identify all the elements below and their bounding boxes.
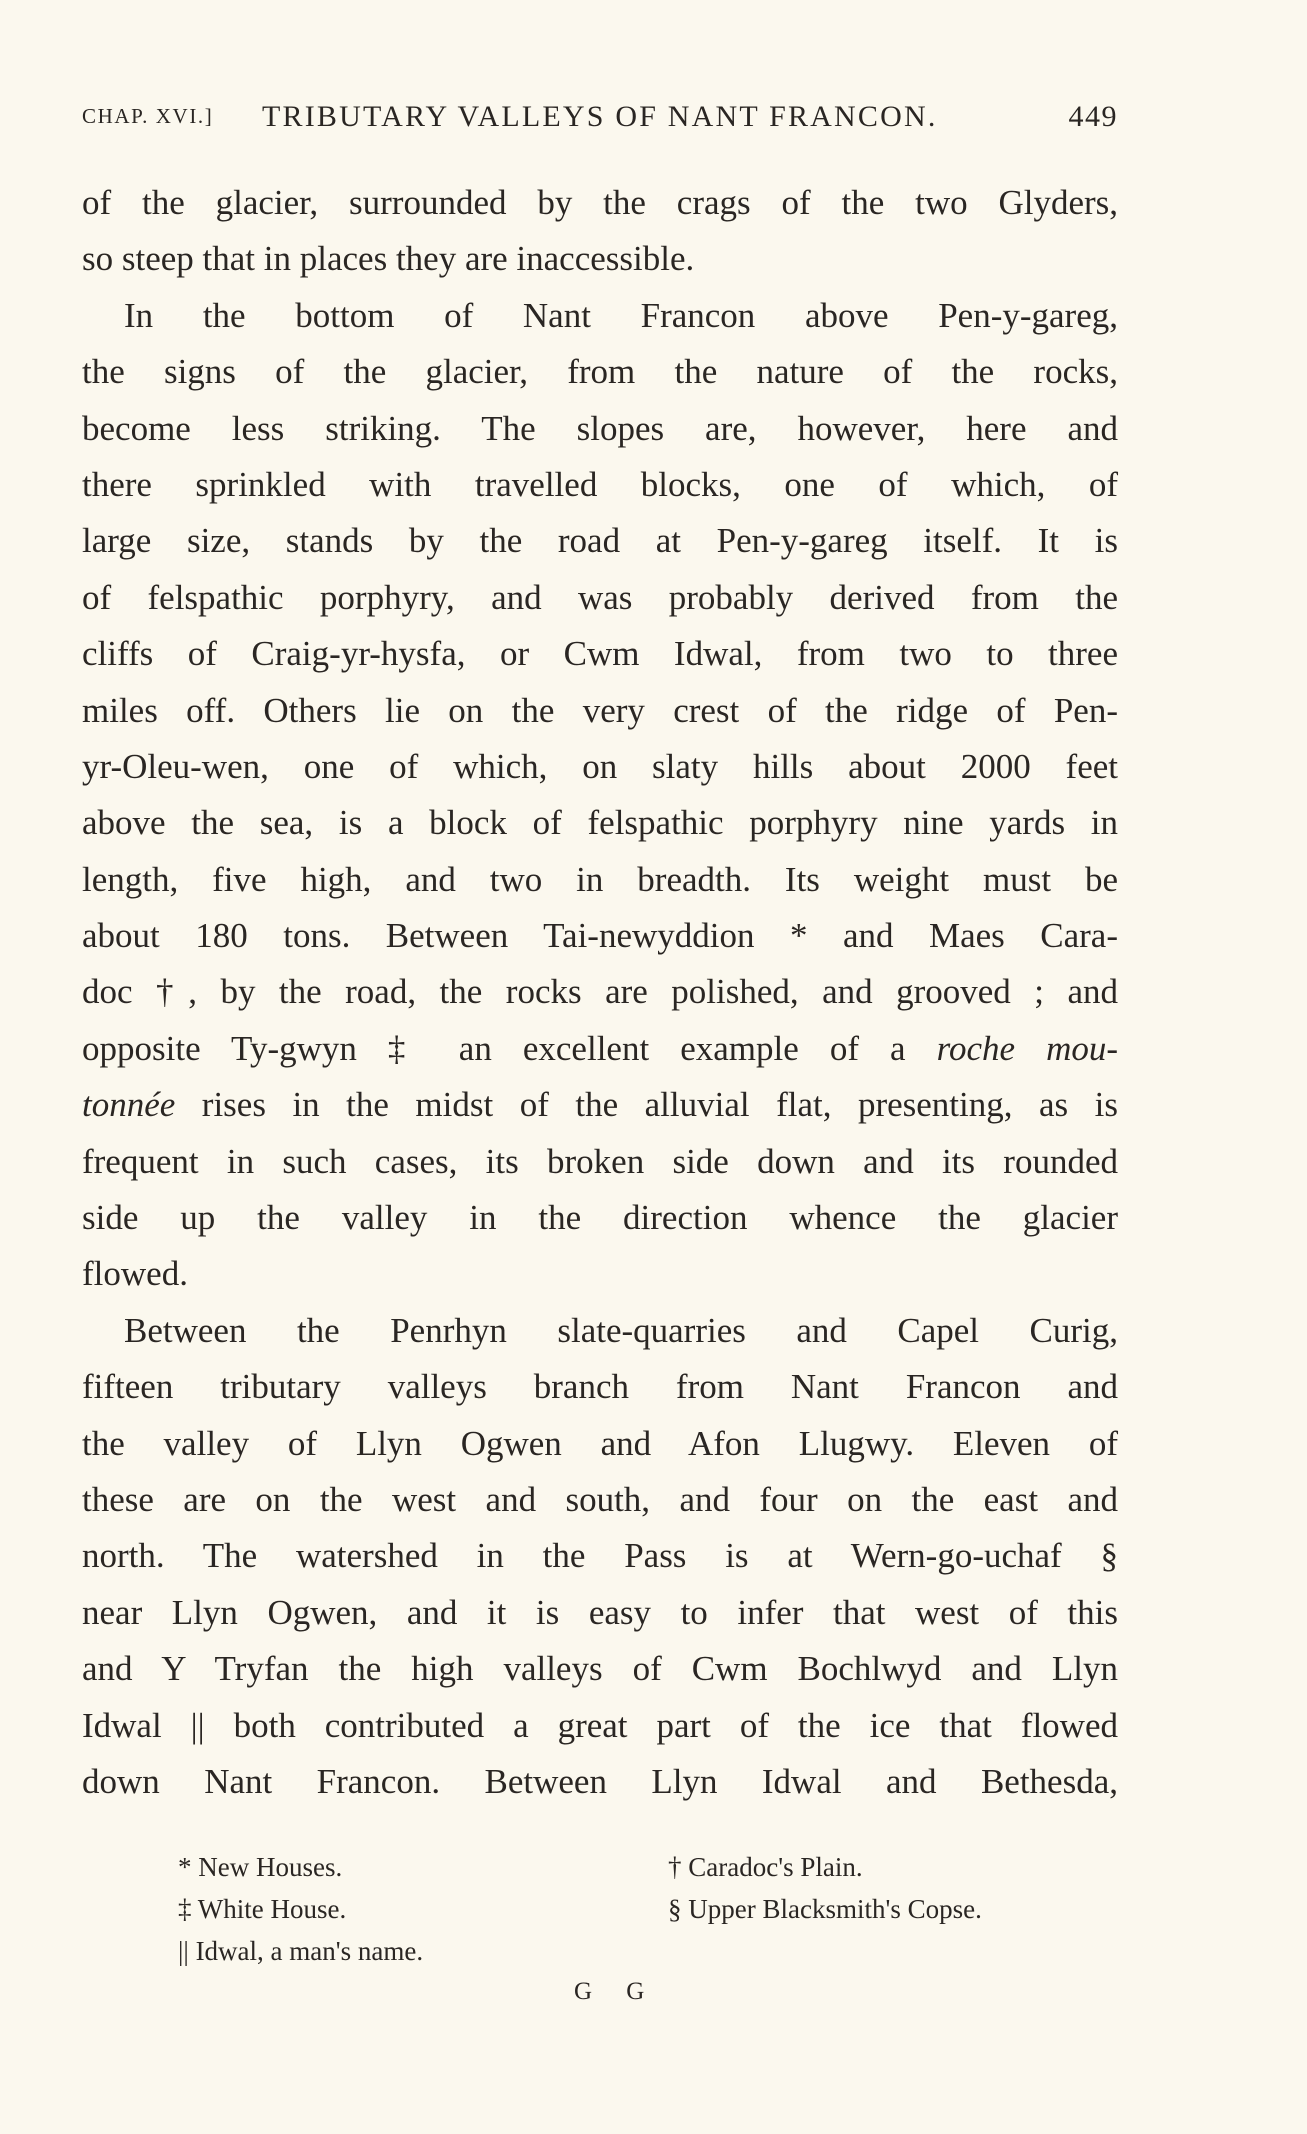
text-line: the signs of the glacier, from the nature of the rocks, [82, 352, 1118, 392]
text-segment: rises in the midst of the alluvial flat, presenting, as is [201, 1085, 1118, 1125]
footnote-row [178, 1888, 1078, 1930]
footnote [668, 1846, 863, 1888]
chapter-title: TRIBUTARY VALLEYS OF NANT FRANCON. [262, 100, 938, 133]
chapter-label: CHAP. XVI.] [82, 104, 214, 128]
text-line: above the sea, is a block of felspathic porphyry nine yards in [82, 803, 1118, 843]
text-line: length, five high, and two in breadth. Its weight must be [82, 859, 1118, 899]
body-text [82, 175, 1118, 1810]
text-line: north. The watershed in the Pass is at Wern-go-uchaf § [82, 1536, 1118, 1576]
text-line [82, 1021, 1118, 1077]
text-line: of the glacier, surrounded by the crags of the two Glyders, [82, 183, 1118, 222]
text-line: yr-Oleu-wen, one of which, on slaty hills about 2000 feet [82, 746, 1118, 786]
italic-phrase: tonnée [82, 1085, 176, 1125]
text-line: miles off. Others lie on the very crest of the ridge of Pen- [82, 690, 1118, 730]
text-line: the valley of Llyn Ogwen and Afon Llugwy. Eleven of [82, 1423, 1118, 1463]
signature-mark: G G [574, 1978, 659, 2005]
footnote-row [178, 1930, 1078, 1972]
footnote-mark: § [668, 1894, 682, 1924]
footnote-text: Caradoc's Plain. [688, 1852, 863, 1882]
footnote [668, 1888, 982, 1930]
text-line: of felspathic porphyry, and was probably derived from the [82, 577, 1118, 617]
footnote-text: Idwal, a man's name. [195, 1936, 424, 1966]
footnote [178, 1888, 346, 1930]
footnote-mark: * [178, 1852, 192, 1882]
text-line: large size, stands by the road at Pen-y-gareg itself. It is [82, 521, 1118, 561]
footnote-text: New Houses. [198, 1852, 343, 1882]
footnotes [178, 1846, 1078, 1972]
footnote-mark: † [668, 1852, 682, 1882]
footnote [178, 1930, 423, 1972]
page-number: 449 [1068, 100, 1118, 133]
text-line: side up the valley in the direction whence the glacier [82, 1198, 1118, 1238]
text-line: frequent in such cases, its broken side down and its rounded [82, 1141, 1118, 1181]
text-line: there sprinkled with travelled blocks, one of which, of [82, 464, 1118, 504]
text-line: so steep that in places they are inaccessible. [82, 239, 695, 279]
text-line: down Nant Francon. Between Llyn Idwal and Bethesda, [82, 1761, 1118, 1801]
text-line: Between the Penrhyn slate-quarries and Capel Curig, [124, 1310, 1118, 1350]
footnote-mark: || [178, 1936, 189, 1966]
text-line: these are on the west and south, and four on the east and [82, 1479, 1118, 1519]
text-line: Idwal || both contributed a great part of the ice that flowed [82, 1705, 1118, 1745]
footnote-text: White House. [197, 1894, 347, 1924]
text-line: fifteen tributary valleys branch from Nant Francon and [82, 1367, 1118, 1407]
footnote-row [178, 1846, 1078, 1888]
text-line: and Y Tryfan the high valleys of Cwm Bochlwyd and Llyn [82, 1649, 1118, 1689]
footnote [178, 1846, 342, 1888]
footnote-mark: ‡ [178, 1894, 192, 1924]
text-segment: opposite Ty-gwyn ‡ an excellent example of a [82, 1028, 906, 1068]
italic-phrase: roche mou- [936, 1028, 1119, 1068]
text-line: become less striking. The slopes are, however, here and [82, 408, 1118, 448]
text-line: In the bottom of Nant Francon above Pen-y-gareg, [124, 295, 1118, 335]
text-line: about 180 tons. Between Tai-newyddion * and Maes Cara- [82, 916, 1118, 956]
text-line [82, 1077, 1118, 1133]
text-line: near Llyn Ogwen, and it is easy to infer that west of this [82, 1592, 1118, 1632]
text-line: doc †, by the road, the rocks are polished, and grooved ; and [82, 972, 1118, 1012]
footnote-text: Upper Blacksmith's Copse. [688, 1894, 982, 1924]
text-line: flowed. [82, 1254, 188, 1294]
running-header [82, 100, 1118, 140]
text-line: cliffs of Craig-yr-hysfa, or Cwm Idwal, from two to three [82, 634, 1118, 674]
